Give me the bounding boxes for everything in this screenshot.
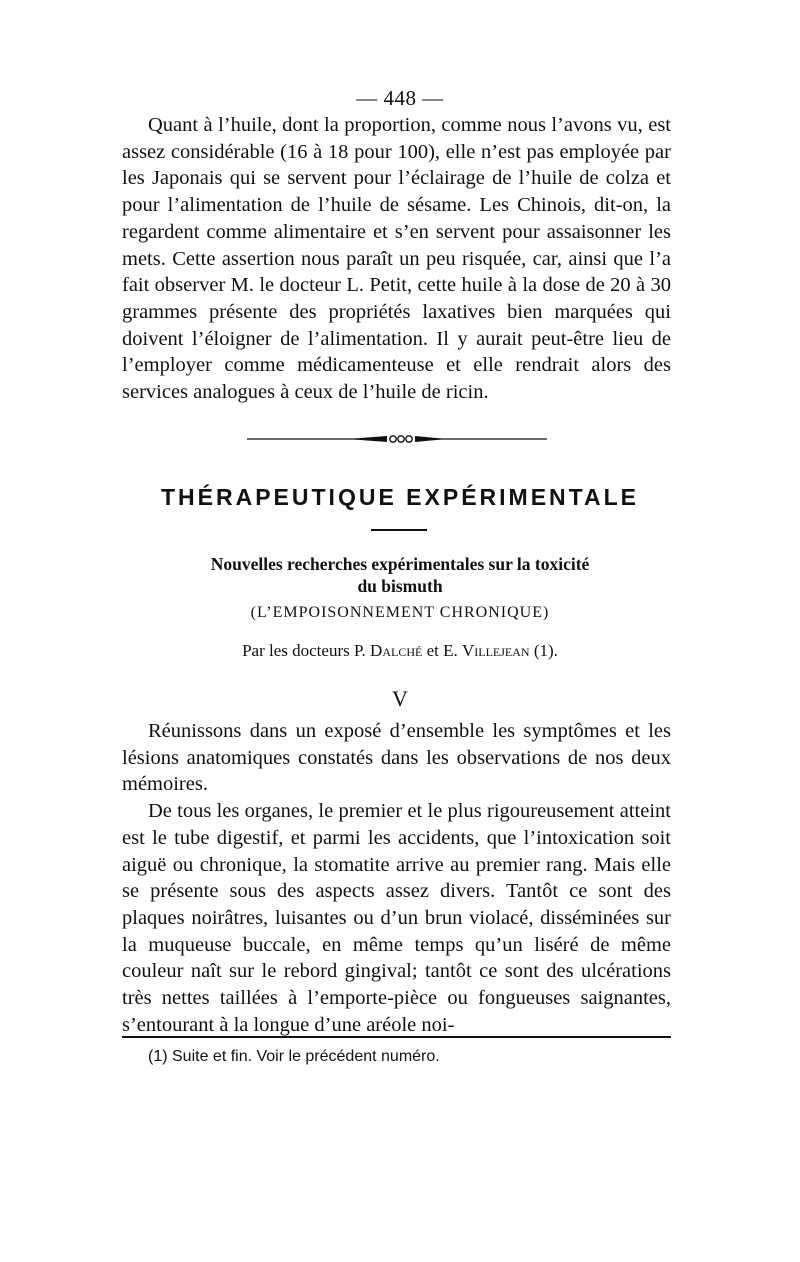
article-authors bbox=[0, 641, 800, 661]
author-villejean: Villejean bbox=[461, 641, 530, 660]
chapter-number: V bbox=[392, 686, 408, 711]
intro-paragraph: Quant à l’huile, dont la proportion, comme nous l’avons vu, est assez considérable (16 à 18 pour 100), elle n’est pas employée par les Japonais qui se servent pour l’éclairage de l’huile de colza et pour l’alimentation de l’huile de sésame. Les Chinois, dit-on, la regardent comme alimentaire et s’en servent pour assaisonner les mets. Cette assertion nous paraît un peu risquée, car, ainsi que l’a fait observer M. le docteur L. Petit, cette huile à la dose de 20 à 30 grammes présente des propriétés laxatives bien marquées qui doivent l’éloigner de l’alimentation. Il y aurait peut-être lieu de l’employer comme médicamenteuse et elle rendrait alors des services analogues à ceux de l’huile de ricin. bbox=[122, 114, 671, 404]
article-title-line2: du bismuth bbox=[357, 576, 443, 596]
authors-prefix: Par les docteurs P. bbox=[242, 641, 366, 660]
author-dalche: Dalché bbox=[370, 641, 423, 660]
intro-block bbox=[122, 112, 671, 406]
footnote: (1) Suite et fin. Voir le précédent numéro. bbox=[148, 1048, 440, 1065]
ornamental-divider bbox=[247, 432, 547, 446]
section-title: THÉRAPEUTIQUE EXPÉRIMENTALE bbox=[161, 484, 639, 510]
footnote-rule bbox=[122, 1036, 671, 1038]
article-subtitle: (L’EMPOISONNEMENT CHRONIQUE) bbox=[250, 604, 550, 621]
article-title bbox=[0, 553, 800, 597]
authors-mid: et E. bbox=[426, 641, 458, 660]
article-title-line1: Nouvelles recherches expérimentales sur la toxicité bbox=[210, 554, 590, 574]
footnote-ref: (1). bbox=[533, 641, 558, 660]
title-underline bbox=[371, 529, 427, 531]
page-number: — 448 — bbox=[356, 86, 444, 110]
body-paragraph-2: De tous les organes, le premier et le plus rigoureusement atteint est le tube digestif, et parmi les accidents, que l’intoxication soit aiguë ou chronique, la stomatite arrive au premier rang. Mais elle se présente sous des aspects assez divers. Tantôt ce sont des plaques noirâtres, luisantes ou d’un brun violacé, disséminées sur la muqueuse buccale, en même temps qu’un liséré de même couleur naît sur le rebord gingival; tantôt ce sont des ulcérations très nettes taillées à l’emporte-pièce ou fongueuses saignantes, s’entourant à la longue d’une aréole noi- bbox=[122, 800, 671, 1036]
body-block bbox=[122, 718, 671, 1038]
body-paragraph-1: Réunissons dans un exposé d’ensemble les symptômes et les lésions anatomiques constatés dans les observations de nos deux mémoires. bbox=[122, 720, 671, 796]
